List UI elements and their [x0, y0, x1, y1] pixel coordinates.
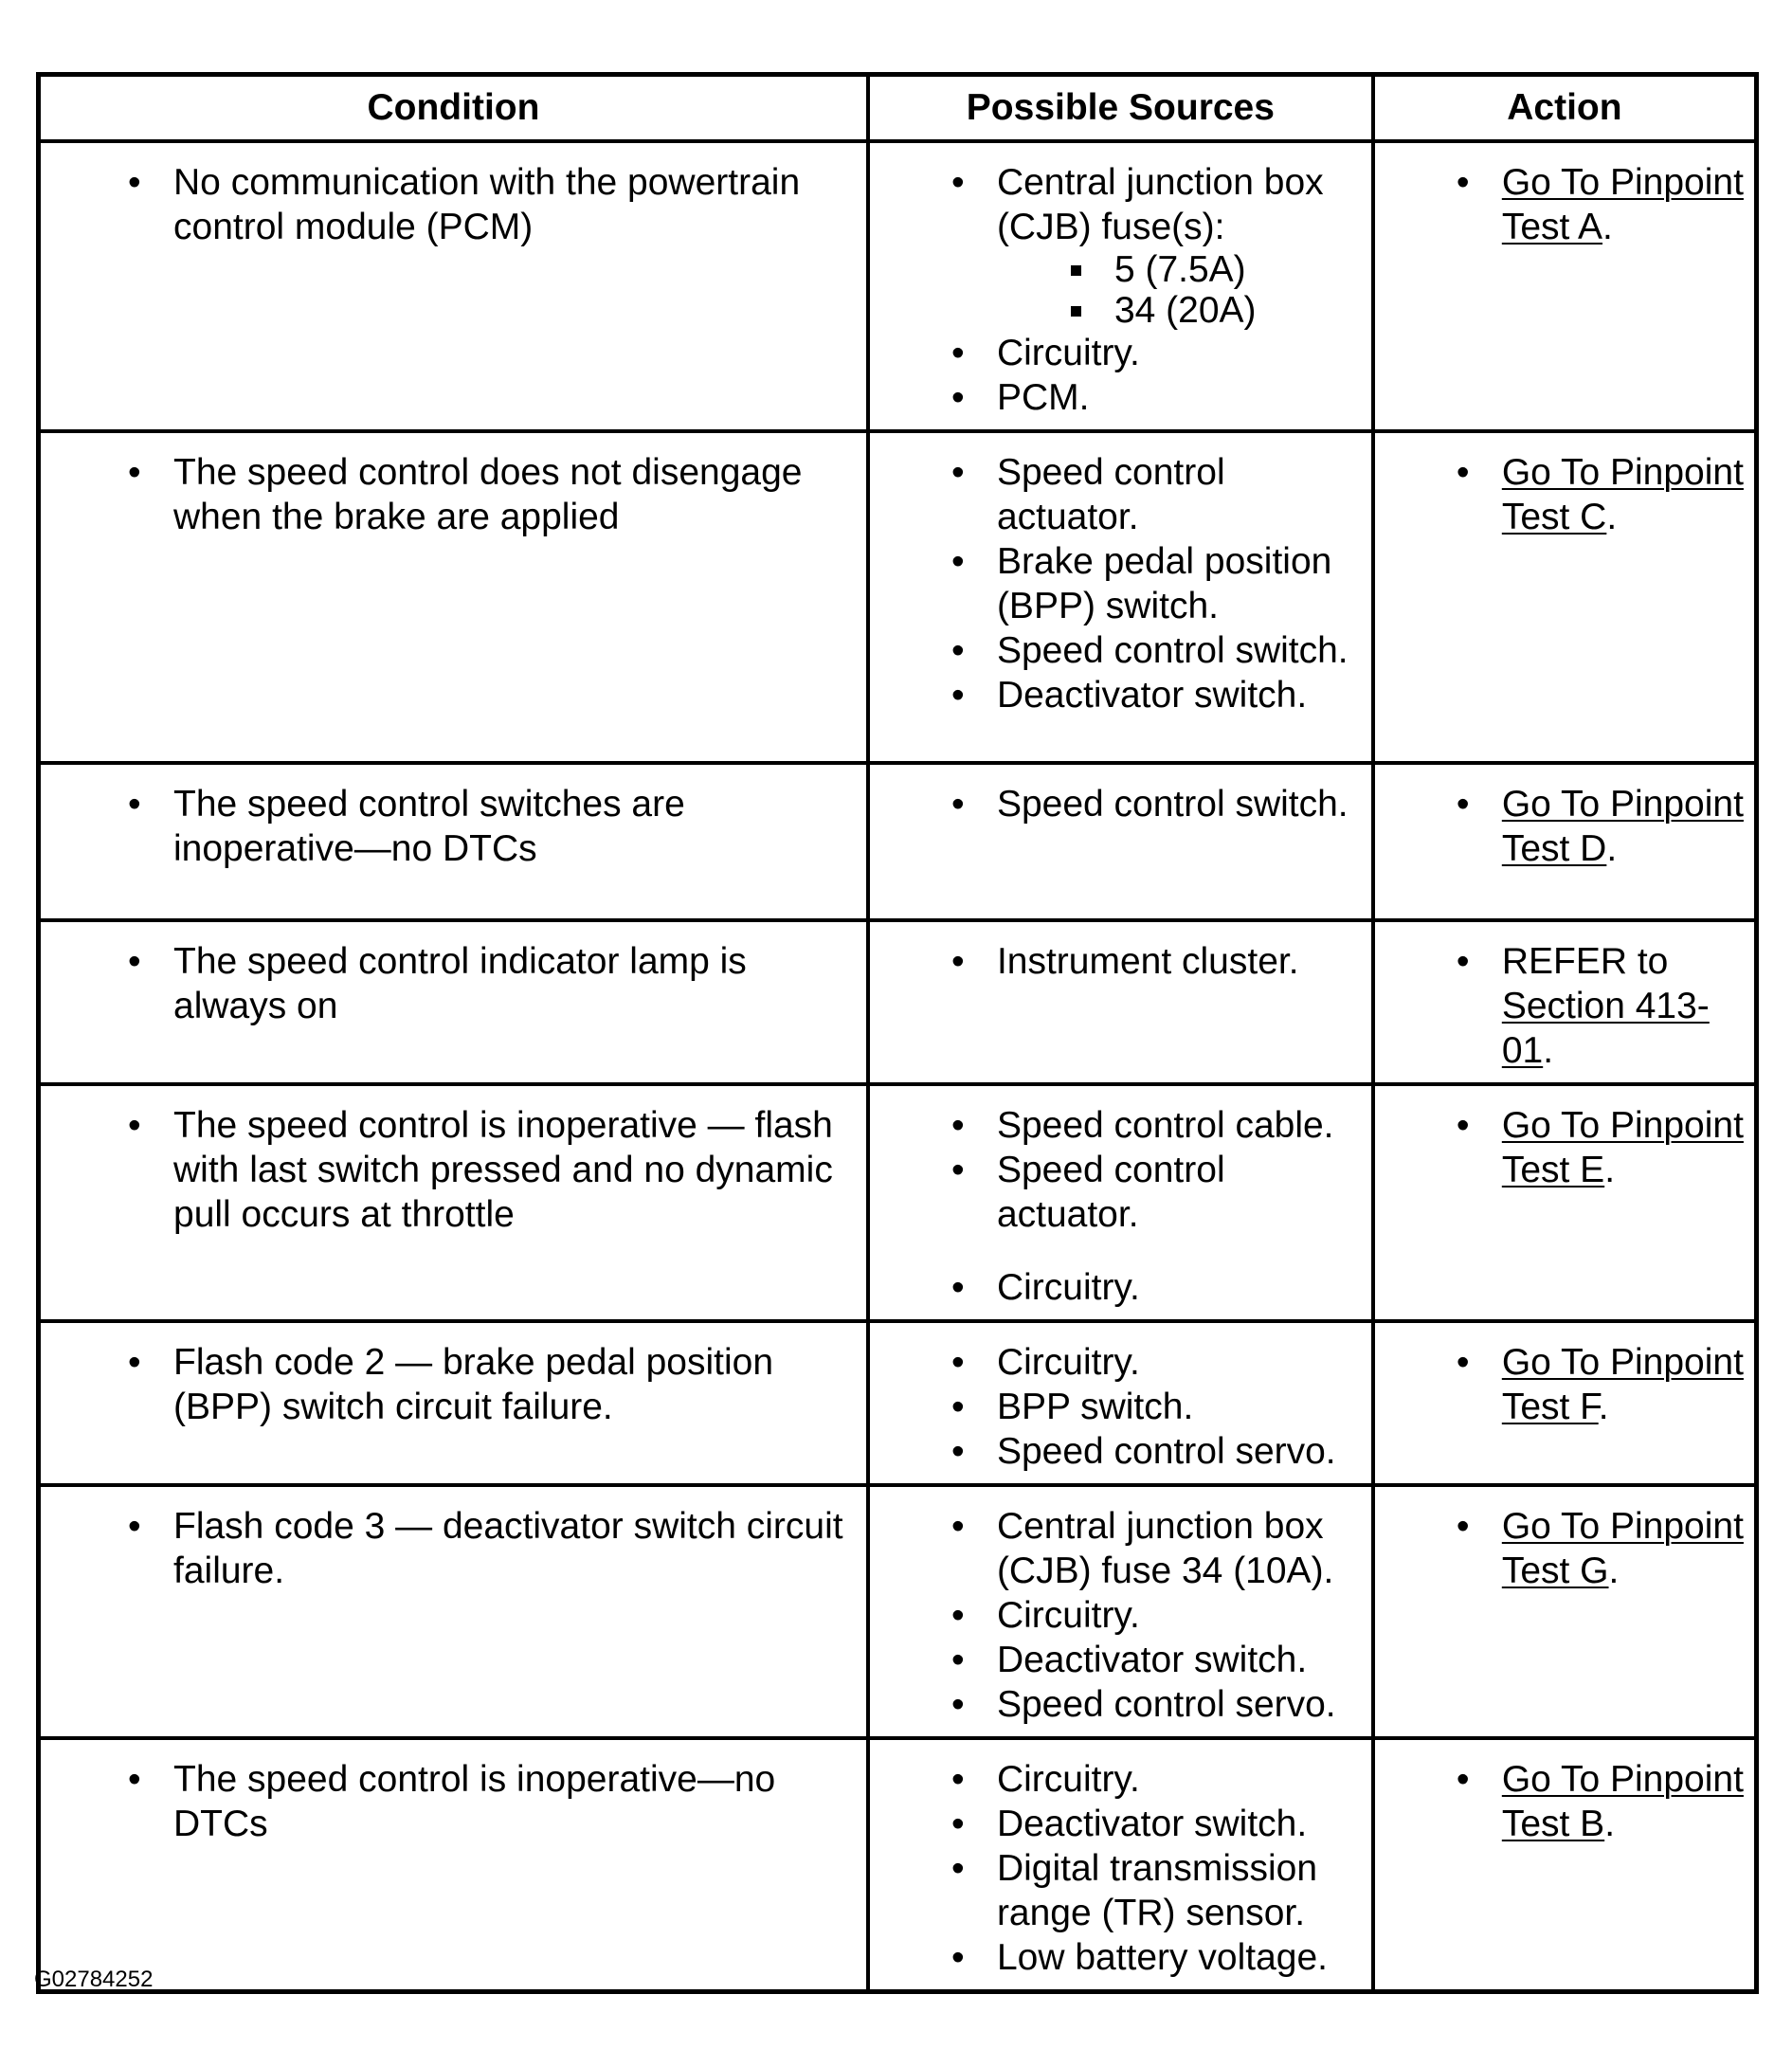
sources-cell: [868, 920, 1373, 1084]
action-item: [1502, 1504, 1747, 1593]
source-item: [997, 160, 1364, 331]
pinpoint-test-g-link[interactable]: Go To Pinpoint Test G: [1501, 1506, 1744, 1591]
action-cell: [1373, 1321, 1757, 1485]
source-item: • Brake pedal position (BPP) switch.: [997, 539, 1364, 628]
condition-text: • Flash code 3 — deactivator switch circuit failure.: [173, 1504, 859, 1593]
source-item: • PCM.: [997, 375, 1364, 420]
source-item: • Instrument cluster.: [997, 939, 1364, 984]
table-row: [39, 1084, 1757, 1321]
source-item: • Speed control actuator.: [997, 450, 1364, 539]
action-item: [1502, 939, 1747, 1073]
header-action: Action: [1373, 75, 1757, 142]
source-item: • Digital transmission range (TR) sensor.: [997, 1846, 1364, 1935]
action-cell: [1373, 1485, 1757, 1738]
condition-text: • No communication with the powertrain control module (PCM): [173, 160, 859, 249]
action-tail: .: [1602, 207, 1613, 247]
source-item: • Speed control servo.: [997, 1682, 1364, 1727]
condition-text: • The speed control switches are inoperative—no DTCs: [173, 782, 859, 871]
figure-id: G02784252: [34, 1967, 154, 1992]
table-row: [39, 431, 1757, 763]
source-item: • Circuitry.: [997, 1757, 1364, 1802]
action-tail: .: [1608, 1550, 1620, 1591]
condition-text: • The speed control indicator lamp is always on: [173, 939, 859, 1028]
action-cell: [1373, 141, 1757, 431]
pinpoint-test-c-link[interactable]: Go To Pinpoint Test C: [1501, 452, 1744, 537]
source-item: • Deactivator switch.: [997, 1638, 1364, 1682]
action-item: [1502, 1340, 1747, 1429]
action-prefix: REFER to: [1501, 941, 1669, 982]
action-cell: [1373, 920, 1757, 1084]
pinpoint-test-f-link[interactable]: Go To Pinpoint Test F: [1501, 1342, 1744, 1427]
sources-cell: [868, 1485, 1373, 1738]
action-item: [1502, 1103, 1747, 1192]
action-tail: .: [1606, 828, 1618, 869]
header-row: [39, 75, 1757, 142]
sources-cell: [868, 1738, 1373, 1992]
condition-text: • The speed control is inoperative—no DTCs: [173, 1757, 859, 1846]
source-item: • Speed control actuator.: [997, 1148, 1364, 1237]
pinpoint-test-b-link[interactable]: Go To Pinpoint Test B: [1501, 1759, 1744, 1844]
action-item: [1502, 450, 1747, 539]
sources-cell: [868, 1084, 1373, 1321]
action-item: [1502, 782, 1747, 871]
table-row: [39, 920, 1757, 1084]
action-item: [1502, 1757, 1747, 1846]
source-item: • Circuitry.: [997, 1340, 1364, 1385]
source-item: • Central junction box (CJB) fuse 34 (10A).: [997, 1504, 1364, 1593]
header-possible-sources: Possible Sources: [868, 75, 1373, 142]
source-item: • Speed control switch.: [997, 628, 1364, 673]
source-item: • BPP switch.: [997, 1385, 1364, 1429]
action-cell: [1373, 431, 1757, 763]
source-item: • Speed control cable.: [997, 1103, 1364, 1148]
table-row: [39, 763, 1757, 920]
table-row: [39, 1321, 1757, 1485]
action-tail: .: [1598, 1387, 1609, 1427]
source-item: • Circuitry.: [997, 1265, 1364, 1310]
pinpoint-test-e-link[interactable]: Go To Pinpoint Test E: [1501, 1105, 1744, 1190]
source-item: • Speed control servo.: [997, 1429, 1364, 1474]
table-row: [39, 1738, 1757, 1992]
source-item: • Circuitry.: [997, 1593, 1364, 1638]
action-tail: .: [1543, 1030, 1554, 1071]
condition-text: • Flash code 2 — brake pedal position (BPP) switch circuit failure.: [173, 1340, 859, 1429]
condition-cell: [39, 1321, 868, 1485]
action-tail: .: [1604, 1804, 1616, 1844]
condition-cell: [39, 1084, 868, 1321]
action-item: [1502, 160, 1747, 249]
source-item: • Circuitry.: [997, 331, 1364, 375]
table-row: [39, 1485, 1757, 1738]
sources-cell: [868, 763, 1373, 920]
action-tail: .: [1606, 497, 1618, 537]
source-text: Central junction box (CJB) fuse(s):: [996, 162, 1324, 247]
source-item: • Speed control switch.: [997, 782, 1364, 826]
sources-cell: [868, 1321, 1373, 1485]
pinpoint-test-a-link[interactable]: Go To Pinpoint Test A: [1501, 162, 1744, 247]
sub-source-item: 34 (20A): [1114, 290, 1364, 331]
sources-cell: [868, 141, 1373, 431]
sources-cell: [868, 431, 1373, 763]
header-condition: Condition: [39, 75, 868, 142]
source-item: • Deactivator switch.: [997, 673, 1364, 717]
pinpoint-test-d-link[interactable]: Go To Pinpoint Test D: [1501, 784, 1744, 869]
section-413-01-link[interactable]: Section 413-01: [1501, 986, 1710, 1071]
diagnosis-table: [36, 72, 1759, 1994]
action-cell: [1373, 1084, 1757, 1321]
source-item: • Low battery voltage.: [997, 1935, 1364, 1980]
condition-cell: [39, 763, 868, 920]
condition-cell: [39, 1738, 868, 1992]
sub-source-item: 5 (7.5A): [1114, 249, 1364, 290]
condition-text: • The speed control does not disengage when the brake are applied: [173, 450, 859, 539]
source-item: • Deactivator switch.: [997, 1802, 1364, 1846]
action-cell: [1373, 1738, 1757, 1992]
condition-cell: [39, 1485, 868, 1738]
action-cell: [1373, 763, 1757, 920]
condition-text: • The speed control is inoperative — flash with last switch pressed and no dynamic pull occurs at throttle: [173, 1103, 859, 1237]
condition-cell: [39, 431, 868, 763]
action-tail: .: [1604, 1150, 1616, 1190]
table-row: [39, 141, 1757, 431]
condition-cell: [39, 920, 868, 1084]
condition-cell: [39, 141, 868, 431]
